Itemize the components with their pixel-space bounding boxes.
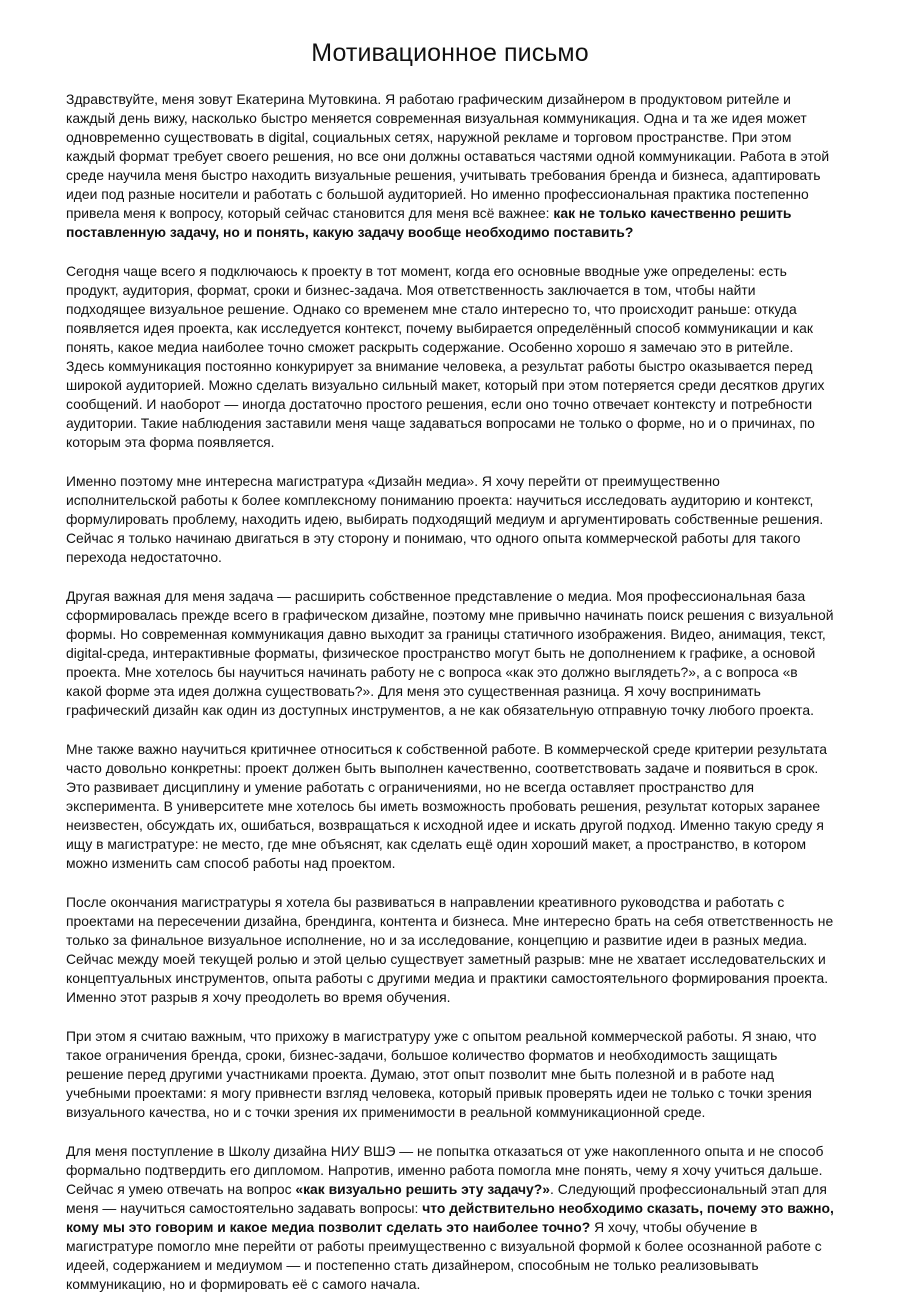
paragraph-2 (66, 262, 834, 452)
paragraph-text: Именно поэтому мне интересна магистратура «Дизайн медиа». Я хочу перейти от преимущественно исполнительской работы к более комплексному пониманию проекта: научиться исследовать аудиторию и контекст, формулировать проблему, находить идею, выбирать подходящий медиум и аргументировать собственные решения. Сейчас я только начинаю двигаться в эту сторону и понимаю, что одного опыта коммерческой работы для такого перехода недостаточно. (66, 473, 824, 565)
paragraph-text: Здравствуйте, меня зовут Екатерина Мутовкина. Я работаю графическим дизайнером в продуктовом ритейле и каждый день вижу, насколько быстро меняется современная визуальная коммуникация. Одна и та же идея может одновременно существовать в digital, социальных сетях, наружной рекламе и торговом пространстве. При этом каждый формат требует своего решения, но все они должны оставаться частями одной коммуникации. Работа в этой среде научила меня быстро находить визуальные решения, учитывать требования бренда и бизнеса, адаптировать идеи под разные носители и работать с большой аудиторией. Но именно профессиональная практика постепенно привела меня к вопросу, который сейчас становится для меня всё важнее: (66, 91, 830, 221)
paragraph-text: Для меня поступление в Школу дизайна НИУ ВШЭ — не попытка отказаться от уже накопленного опыта и не способ формально подтвердить его дипломом. Напротив, именно работа помогла мне понять, чему я хочу учиться дальше. Сейчас я умею отвечать на вопрос (66, 1143, 824, 1197)
paragraph-text: Мне также важно научиться критичнее относиться к собственной работе. В коммерческой среде критерии результата часто довольно конкретны: проект должен быть выполнен качественно, соответствовать задаче и появиться в срок. Это развивает дисциплину и умение работать с ограничениями, но не всегда оставляет пространство для эксперимента. В университете мне хотелось бы иметь возможность пробовать решения, результат которых заранее неизвестен, обсуждать их, ошибаться, возвращаться к исходной идее и искать другой подход. Именно такую среду я ищу в магистратуре: не место, где мне объяснят, как сделать ещё один хороший макет, а пространство, в котором можно изменить сам способ работы над проектом. (66, 741, 828, 871)
paragraph-5 (66, 740, 834, 873)
paragraph-text: При этом я считаю важным, что прихожу в магистратуру уже с опытом реальной коммерческой работы. Я знаю, что такое ограничения бренда, сроки, бизнес-задачи, большое количество форматов и необходимость защищать решение перед другими участниками проекта. Думаю, этот опыт позволит мне быть полезной и в работе над учебными проектами: я могу привнести взгляд человека, который привык проверять идеи не только с точки зрения визуального качества, но и с точки зрения их применимости в реальной коммуникационной среде. (66, 1028, 817, 1120)
paragraph-3 (66, 472, 834, 567)
paragraph-4 (66, 587, 834, 720)
paragraph-bold-text: «как визуально решить эту задачу?» (295, 1181, 550, 1197)
paragraph-bold-text: как не только качественно решить поставленную задачу, но и понять, какую задачу вообще необходимо поставить? (66, 205, 792, 240)
paragraph-text: После окончания магистратуры я хотела бы развиваться в направлении креативного руководства и работать с проектами на пересечении дизайна, брендинга, контента и бизнеса. Мне интересно брать на себя ответственность не только за финальное визуальное исполнение, но и за исследование, концепцию и развитие идеи в разных медиа. Сейчас между моей текущей ролью и этой целью существует заметный разрыв: мне не хватает исследовательских и концептуальных инструментов, опыта работы с другими медиа и практики самостоятельного формирования проекта. Именно этот разрыв я хочу преодолеть во время обучения. (66, 894, 834, 1005)
paragraph-text: Сегодня чаще всего я подключаюсь к проекту в тот момент, когда его основные вводные уже определены: есть продукт, аудитория, формат, сроки и бизнес-задача. Моя ответственность заключается в том, чтобы найти подходящее визуальное решение. Однако со временем мне стало интересно то, что происходит раньше: откуда появляется идея проекта, как исследуется контекст, почему выбирается определённый способ коммуникации и как понять, какое медиа наиболее точно сможет раскрыть содержание. Особенно хорошо я замечаю это в ритейле. Здесь коммуникация постоянно конкурирует за внимание человека, а результат работы быстро оказывается перед широкой аудиторией. Можно сделать визуально сильный макет, который при этом потеряется среди десятков других сообщений. И наоборот — иногда достаточно простого решения, если оно точно отвечает контексту и потребности аудитории. Такие наблюдения заставили меня чаще задаваться вопросами не только о форме, но и о причинах, по которым эта форма появляется. (66, 263, 825, 450)
paragraph-6 (66, 893, 834, 1007)
paragraph-text: Другая важная для меня задача — расширить собственное представление о медиа. Моя профессиональная база сформировалась прежде всего в графическом дизайне, поэтому мне привычно начинать поиск решения с визуальной формы. Но современная коммуникация давно выходит за границы статичного изображения. Видео, анимация, текст, digital-среда, интерактивные форматы, физическое пространство могут быть не дополнением к графике, а основой проекта. Мне хотелось бы научиться начинать работу не с вопроса «как это должно выглядеть?», а с вопроса «в какой форме эта идея должна существовать?». Для меня это существенная разница. Я хочу воспринимать графический дизайн как один из доступных инструментов, а не как обязательную отправную точку любого проекта. (66, 588, 834, 718)
paragraph-text: Я хочу, чтобы обучение в магистратуре помогло мне перейти от работы преимущественно с визуальной формой к более осознанной работе с идеей, содержанием и медиумом — и постепенно стать дизайнером, способным не только реализовывать коммуникацию, но и формировать её с самого начала. (66, 1219, 822, 1292)
paragraph-7 (66, 1027, 834, 1122)
paragraph-8 (66, 1142, 834, 1294)
page-title: Мотивационное письмо (311, 39, 589, 67)
paragraph-text: . Следующий профессиональный этап для меня — научиться самостоятельно задавать вопросы: (66, 1181, 827, 1216)
paragraph-1 (66, 90, 834, 242)
paragraph-bold-text: что действительно необходимо сказать, почему это важно, кому мы это говорим и какое медиа позволит сделать это наиболее точно? (66, 1200, 834, 1235)
